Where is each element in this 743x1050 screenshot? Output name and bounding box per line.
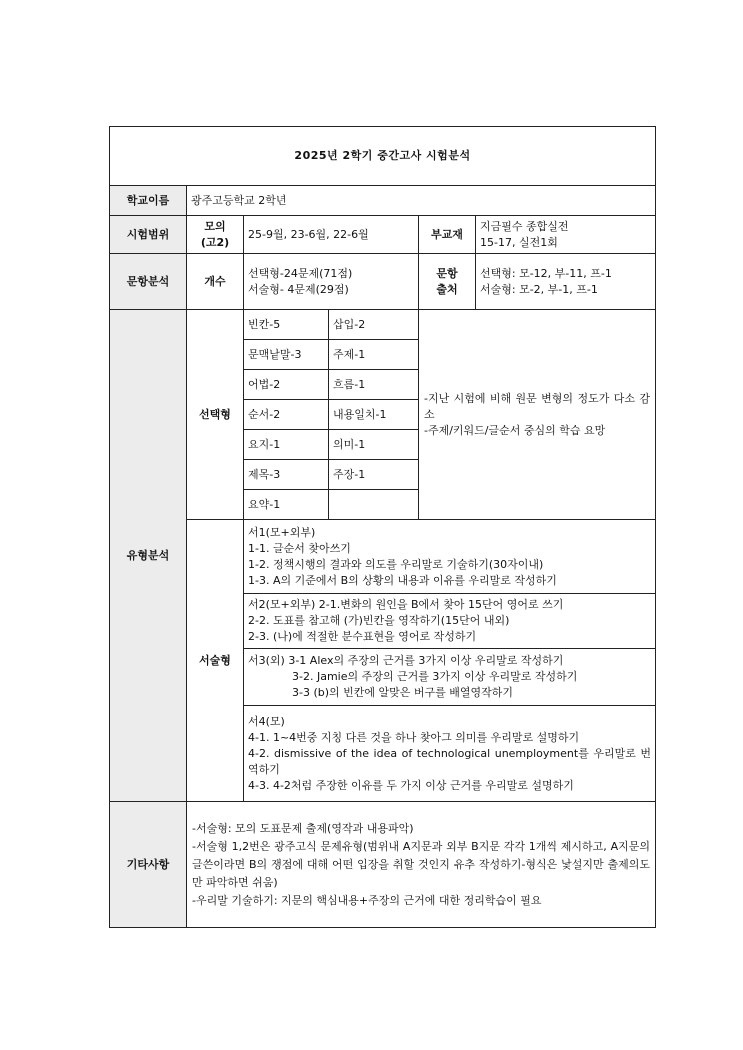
mc-cell: 제목-3 (244, 460, 329, 490)
source-value (476, 254, 656, 310)
range-sub-label-line: (고2) (200, 235, 230, 249)
essay-label: 서술형 (187, 520, 244, 802)
question-analysis-label: 문항분석 (110, 254, 187, 310)
mc-cell: 의미-1 (329, 430, 419, 460)
mc-cell: 요지-1 (244, 430, 329, 460)
aux-book-value (476, 216, 656, 254)
mc-cell (329, 490, 419, 520)
mc-cell: 빈칸-5 (244, 310, 329, 340)
type-analysis-label: 유형분석 (110, 310, 187, 802)
essay-line: 4-1. 1~4번중 지칭 다른 것을 하나 찾아그 의미를 우리말로 설명하기 (248, 730, 580, 744)
etc-line: -우리말 기술하기: 지문의 핵심내용+주장의 근거에 대한 정리학습이 필요 (192, 893, 542, 907)
essay-line: 1-1. 글순서 찾아쓰기 (248, 541, 351, 555)
count-value (244, 254, 419, 310)
aux-book-label: 부교재 (419, 216, 476, 254)
essay-line: 4-2. dismissive of the idea of technological unemployment를 우리말로 번역하기 (248, 746, 651, 776)
essay-line: 3-3 (b)의 빈칸에 알맞은 버구를 배열영작하기 (292, 686, 514, 699)
mc-comment-line: -지난 시험에 비해 원문 변형의 정도가 다소 감소 (424, 391, 650, 421)
etc-label: 기타사항 (110, 802, 187, 928)
count-label: 개수 (187, 254, 244, 310)
aux-book-line: 15-17, 실전1회 (480, 235, 558, 249)
essay-group (244, 520, 656, 594)
essay-line: 서1(모+외부) (248, 525, 316, 539)
essay-line: 2-3. (나)에 적절한 분수표현을 영어로 작성하기 (248, 630, 477, 643)
essay-line: 2-2. 도표를 참고해 (가)빈칸을 영작하기(15단어 내외) (248, 614, 510, 627)
school-label: 학교이름 (110, 186, 187, 216)
mc-label: 선택형 (187, 310, 244, 520)
etc-value (187, 802, 656, 928)
essay-line: 서4(모) (248, 714, 285, 728)
mc-cell: 주장-1 (329, 460, 419, 490)
mc-comment (419, 310, 656, 520)
count-line: 선택형-24문제(71점) (248, 266, 353, 280)
source-label-line: 문항 (436, 266, 458, 280)
mc-comment-line: -주제/키워드/글순서 중심의 학습 요망 (424, 423, 606, 437)
etc-line: -서술형 1,2번은 광주고식 문제유형(범위내 A지문과 외부 B지문 각각 1개씩 제시하고, A지문의 글쓴이라면 B의 쟁점에 대해 어떤 입장을 취할 것인지 유추 작성하기-형식은 낯설지만 출제의도만 파악하면 쉬움) (192, 839, 650, 889)
source-label-line: 출처 (436, 282, 458, 296)
essay-line: 서2(모+외부) 2-1.변화의 원인을 B에서 찾아 15단어 영어로 쓰기 (248, 598, 564, 611)
essay-line: 서3(외) 3-1 Alex의 주장의 근거를 3가지 이상 우리말로 작성하기 (248, 654, 564, 667)
mc-cell: 요약-1 (244, 490, 329, 520)
essay-group (244, 649, 656, 706)
aux-book-line: 지금필수 종합실전 (480, 219, 569, 233)
essay-line: 1-2. 정책시행의 결과와 의도를 우리말로 기술하기(30자이내) (248, 557, 544, 571)
range-label: 시험범위 (110, 216, 187, 254)
mc-cell: 문맥낱말-3 (244, 340, 329, 370)
source-label (419, 254, 476, 310)
mc-cell: 주제-1 (329, 340, 419, 370)
page-title: 2025년 2학기 중간고사 시험분석 (110, 127, 656, 186)
essay-line: 1-3. A의 기준에서 B의 상황의 내용과 이유를 우리말로 작성하기 (248, 573, 557, 587)
exam-analysis-table (109, 126, 656, 928)
range-value: 25-9월, 23-6월, 22-6월 (244, 216, 419, 254)
range-sub-label (187, 216, 244, 254)
essay-group (244, 594, 656, 649)
exam-analysis-document (109, 126, 655, 932)
school-value: 광주고등학교 2학년 (187, 186, 656, 216)
etc-line: -서술형: 모의 도표문제 출제(영작과 내용파악) (192, 821, 414, 835)
source-line: 서술형: 모-2, 부-1, 프-1 (480, 282, 598, 296)
essay-line: 3-2. Jamie의 주장의 근거를 3가지 이상 우리말로 작성하기 (292, 670, 578, 683)
mc-cell: 어법-2 (244, 370, 329, 400)
essay-group (244, 706, 656, 802)
mc-cell: 삽입-2 (329, 310, 419, 340)
source-line: 선택형: 모-12, 부-11, 프-1 (480, 266, 612, 280)
count-line: 서술형- 4문제(29점) (248, 282, 349, 296)
essay-line: 4-3. 4-2처럼 주장한 이유를 두 가지 이상 근거를 우리말로 설명하기 (248, 778, 574, 792)
mc-cell: 내용일치-1 (329, 400, 419, 430)
mc-cell: 흐름-1 (329, 370, 419, 400)
range-sub-label-line: 모의 (204, 219, 226, 233)
mc-cell: 순서-2 (244, 400, 329, 430)
